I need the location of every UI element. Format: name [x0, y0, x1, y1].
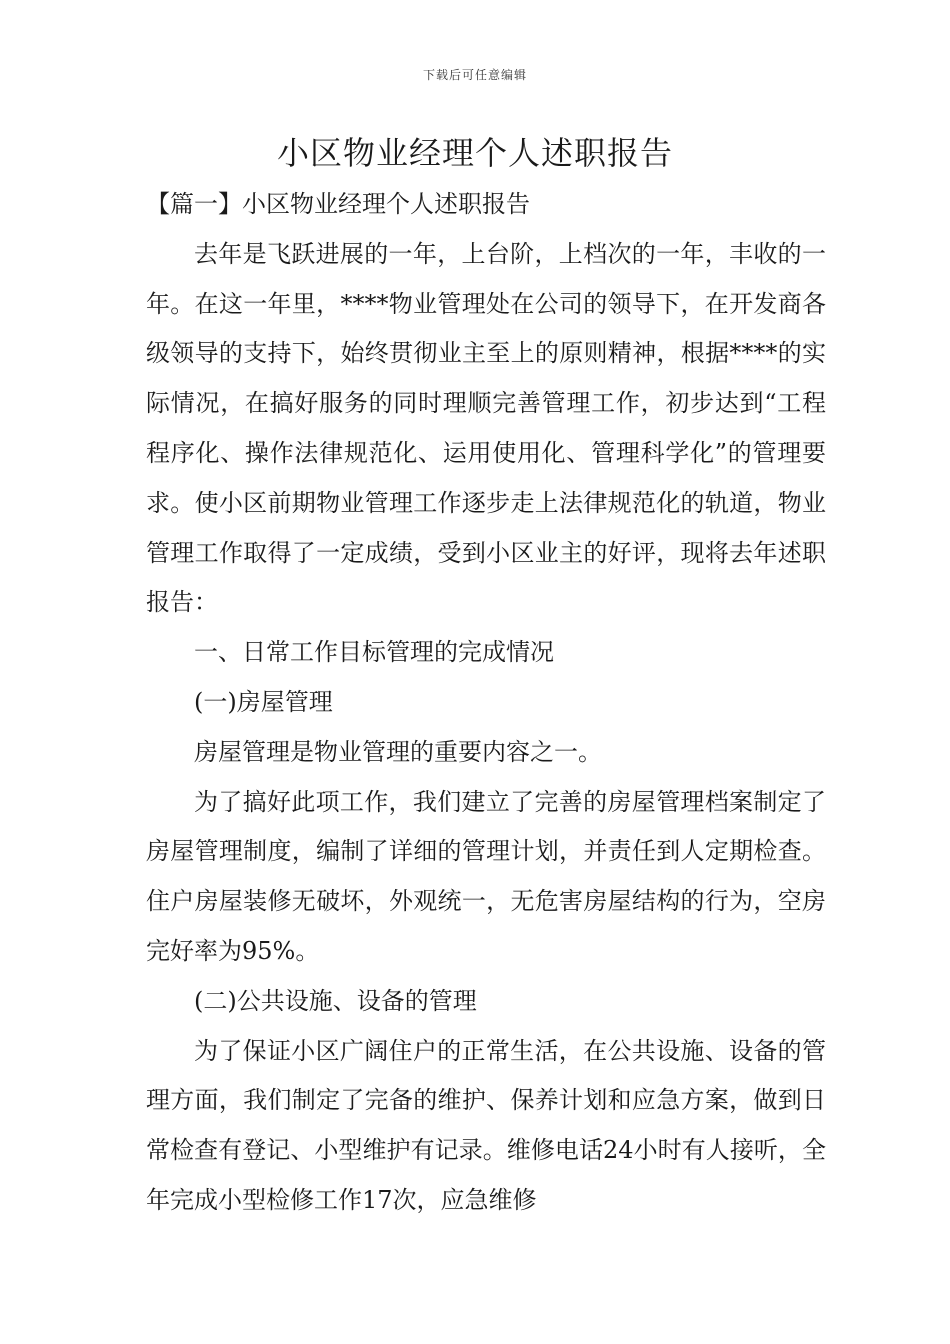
subheading-facilities: (二)公共设施、设备的管理	[194, 986, 477, 1015]
header-note: 下载后可任意编辑	[422, 68, 527, 82]
paragraph-facilities-detail: 为了保证小区广阔住户的正常生活，在公共设施、设备的管理方面，我们制定了完备的维护、保养计划和应急方案，做到日常检查有登记、小型维护有记录。维修电话24小时有人接听，全年完成小型检修工作17次，应急维修	[146, 1036, 826, 1214]
paragraph-housing-intro: 房屋管理是物业管理的重要内容之一。	[194, 737, 602, 766]
paragraph-housing-detail: 为了搞好此项工作，我们建立了完善的房屋管理档案制定了房屋管理制度，编制了详细的管理计划，并责任到人定期检查。住户房屋装修无破坏，外观统一，无危害房屋结构的行为，空房完好率为95%。	[146, 787, 826, 965]
heading-goal-management: 一、日常工作目标管理的完成情况	[194, 638, 554, 667]
document-body	[146, 180, 826, 1226]
document-title: 小区物业经理个人述职报告	[276, 134, 673, 172]
subheading-housing: (一)房屋管理	[194, 687, 333, 716]
section-heading: 【篇一】小区物业经理个人述职报告	[146, 190, 530, 218]
paragraph-intro: 去年是飞跃进展的一年，上台阶，上档次的一年，丰收的一年。在这一年里，****物业管理处在公司的领导下，在开发商各级领导的支持下，始终贯彻业主至上的原则精神，根据****的实际情况，在搞好服务的同时理顺完善管理工作，初步达到“工程程序化、操作法律规范化、运用使用化、管理科学化”的管理要求。使小区前期物业管理工作逐步走上法律规范化的轨道，物业管理工作取得了一定成绩，受到小区业主的好评，现将去年述职报告：	[146, 239, 826, 617]
